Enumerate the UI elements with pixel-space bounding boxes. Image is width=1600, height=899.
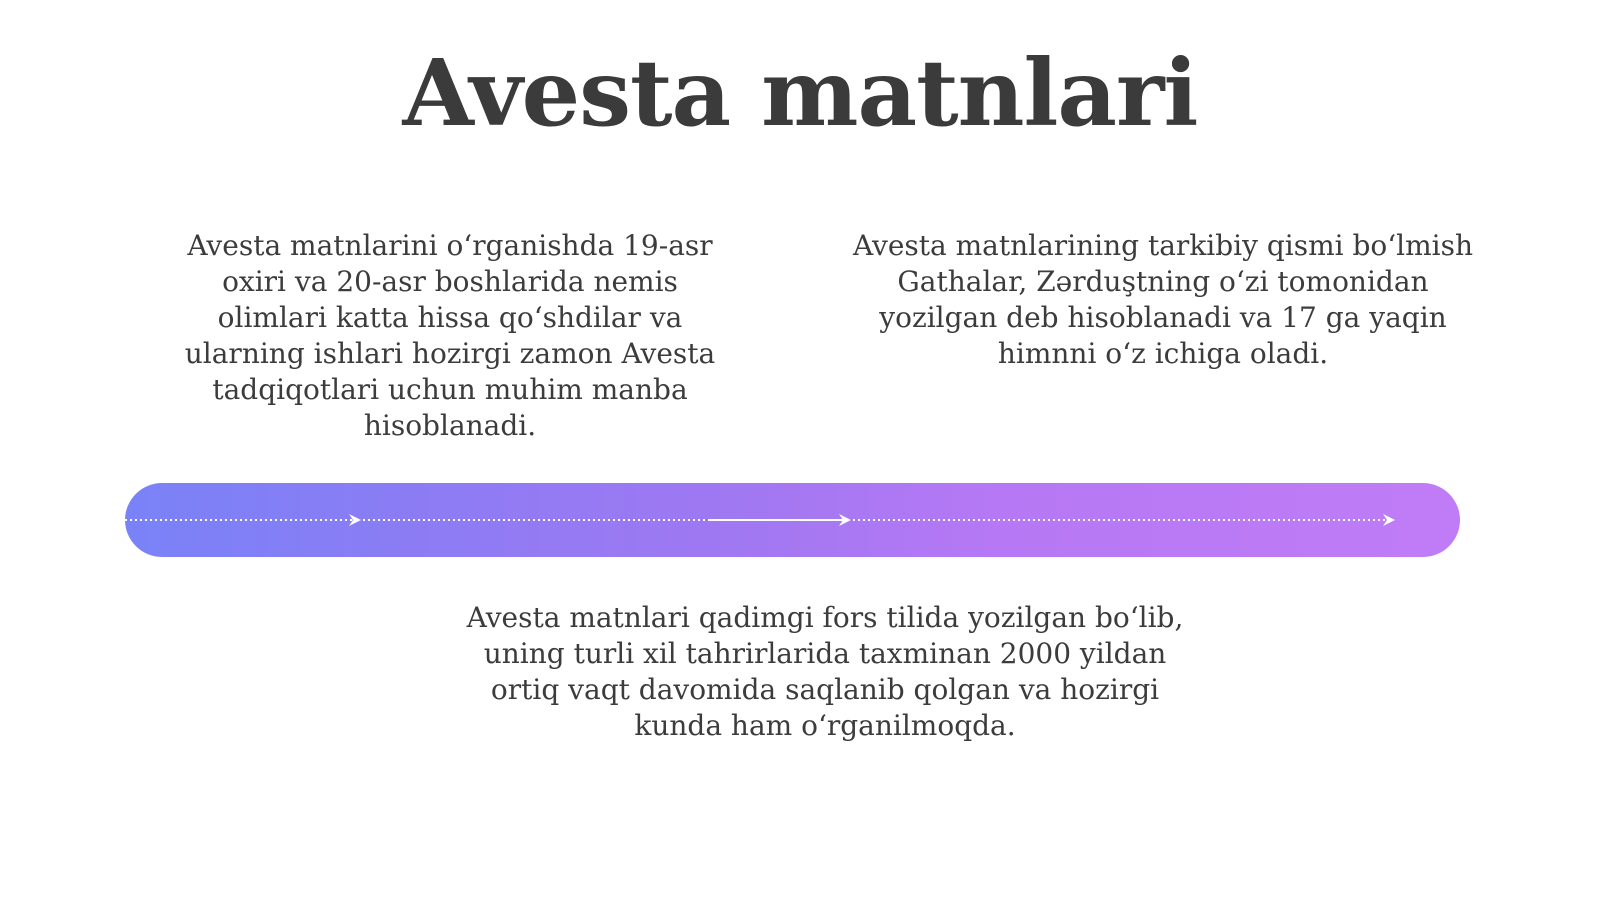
text-block-bottom: Avesta matnlari qadimgi fors tilida yozilgan bo‘lib, uning turli xil tahrirlarida taxminan 2000 yildan ortiq vaqt davomida saqlanib qolgan va hozirgi kunda ham o‘rganilmoqda. bbox=[466, 601, 1184, 742]
timeline-arrows bbox=[125, 483, 1460, 557]
text-block-right: Avesta matnlarining tarkibiy qismi bo‘lmish Gathalar, Zərduştning o‘zi tomonidan yozilgan deb hisoblanadi va 17 ga yaqin himnni o‘z ichiga oladi. bbox=[852, 229, 1474, 370]
slide-title: Avesta matnlari bbox=[402, 39, 1198, 147]
text-block-left: Avesta matnlarini o‘rganishda 19-asr oxiri va 20-asr boshlarida nemis olimlari katta hissa qo‘shdilar va ularning ishlari hozirgi zamon Avesta tadqiqotlari uchun muhim manba hisoblanadi. bbox=[184, 229, 716, 442]
timeline-bar bbox=[125, 483, 1460, 557]
